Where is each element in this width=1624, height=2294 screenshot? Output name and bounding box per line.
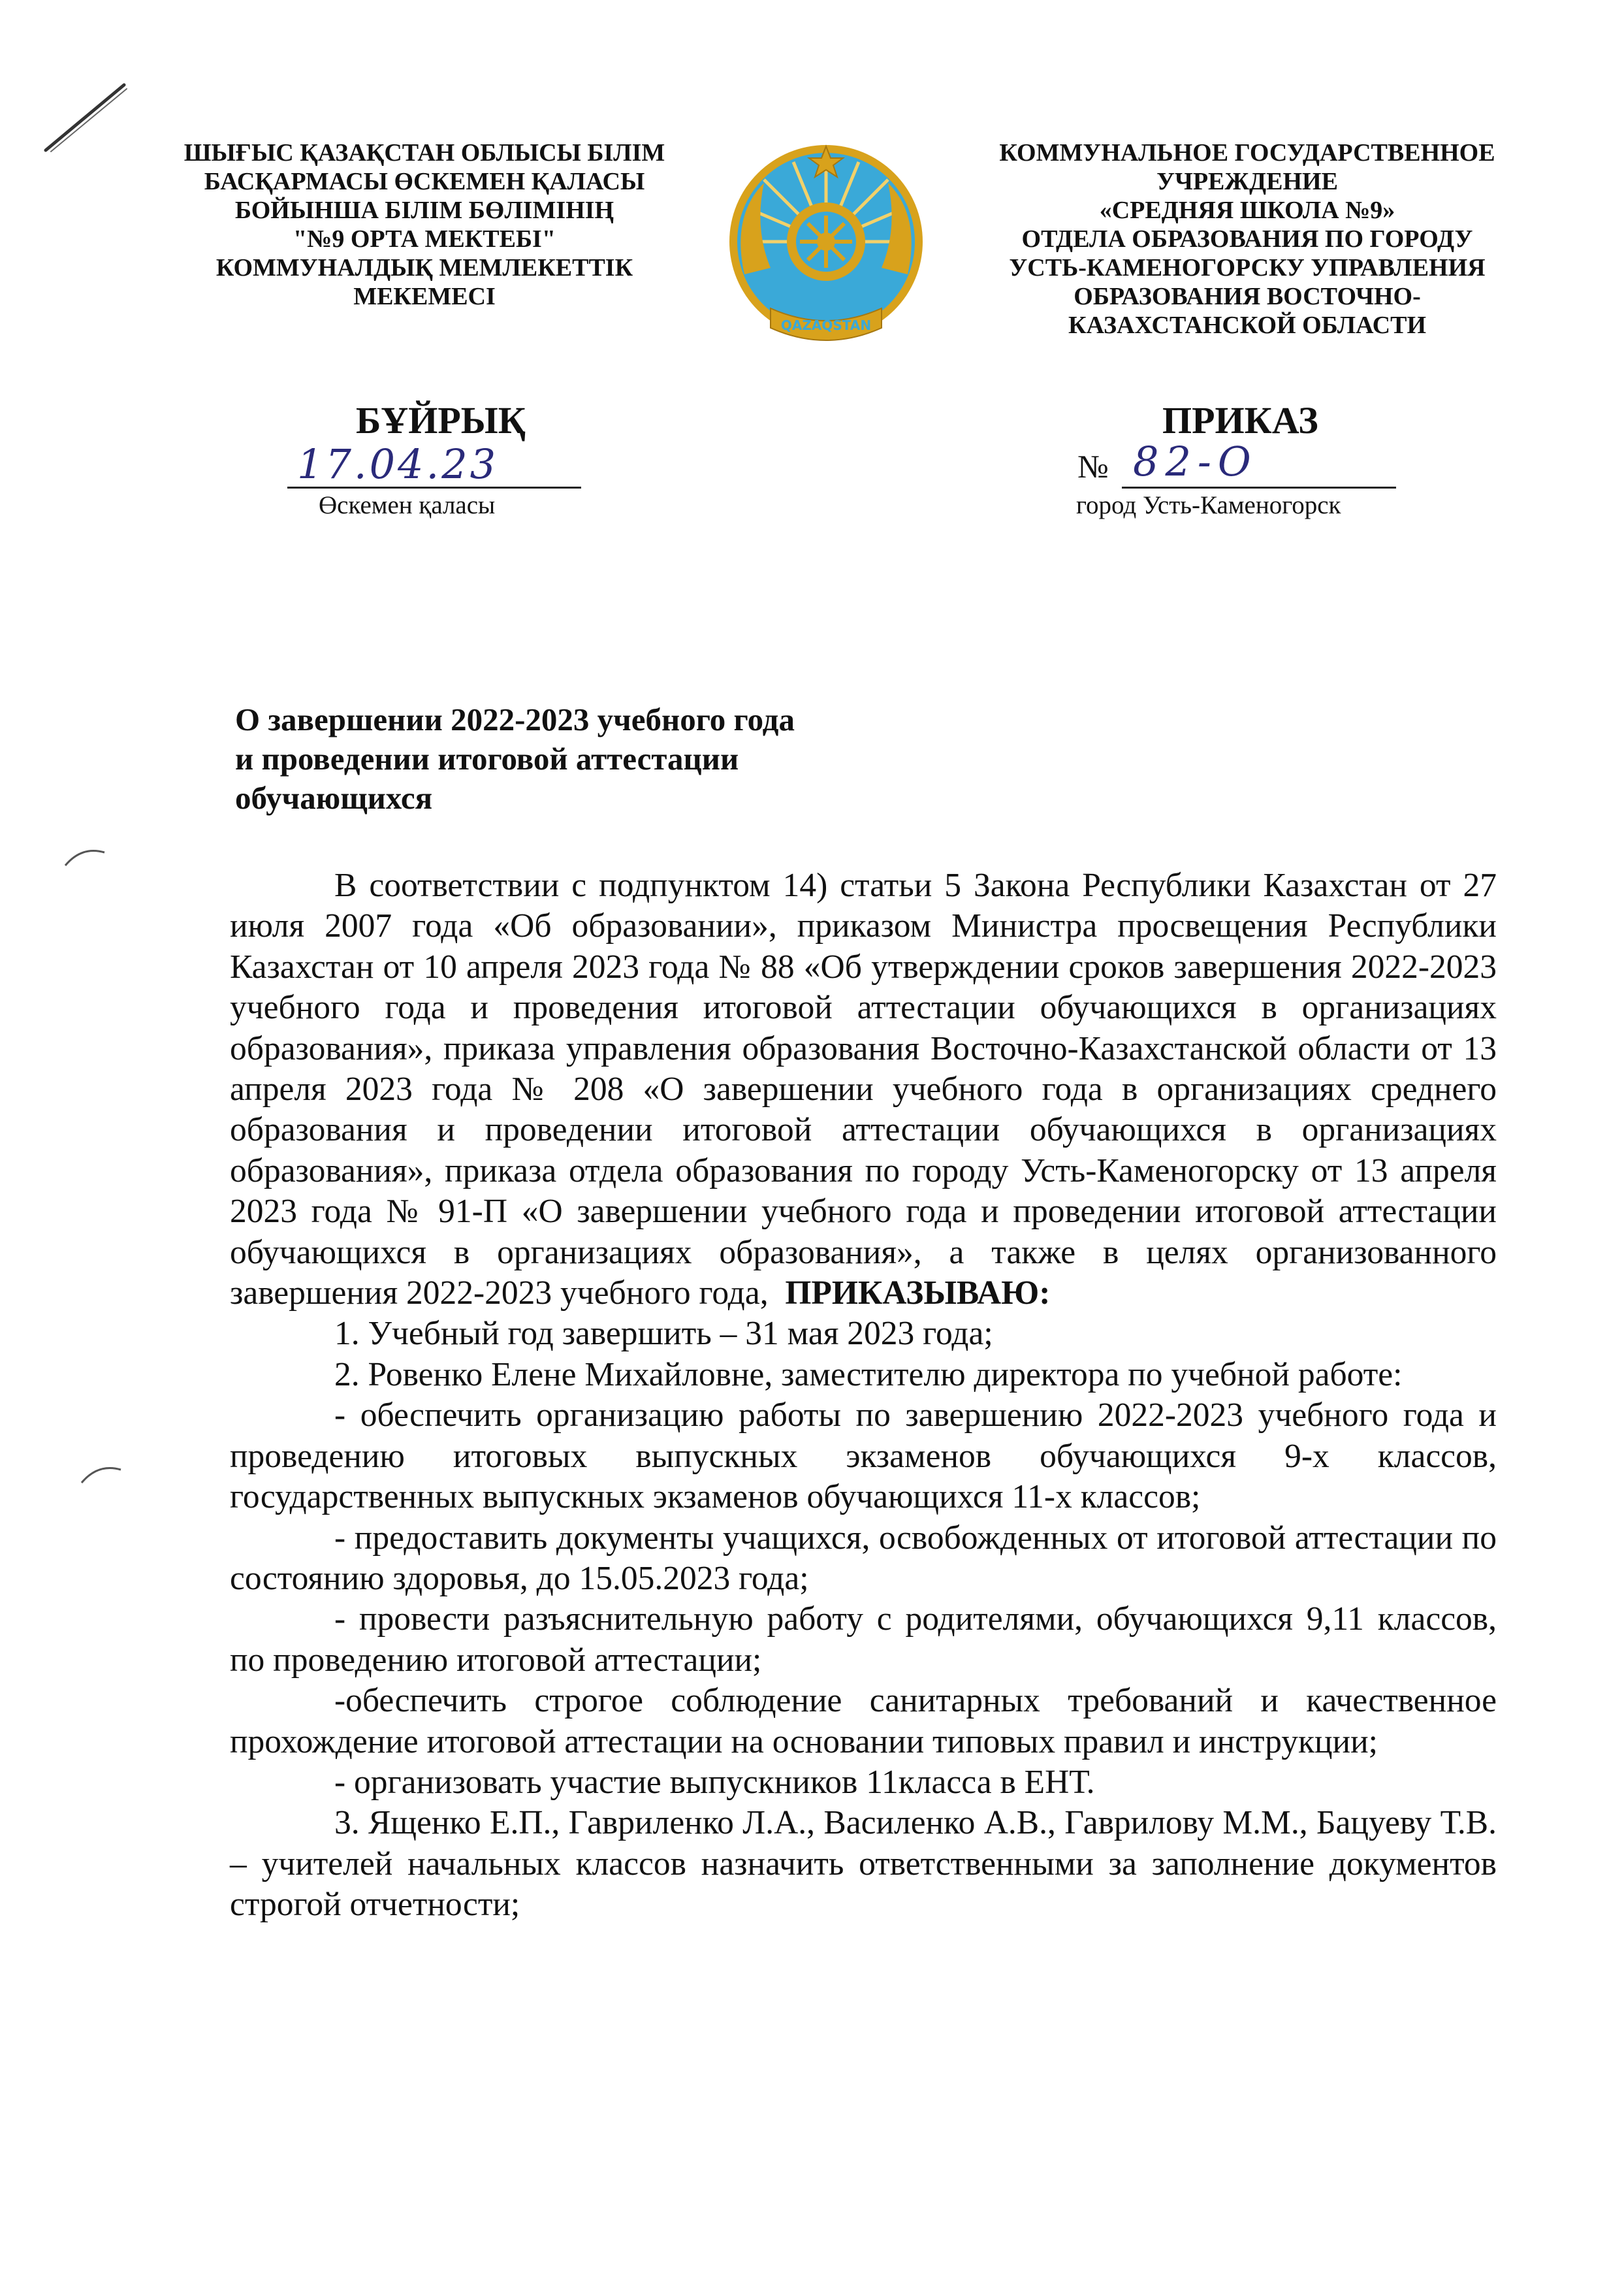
document-type-kz: БҰЙРЫҚ (356, 399, 526, 442)
city-kz: Өскемен қаласы (319, 491, 496, 519)
order-item-2-sub-5: - организовать участие выпускников 11класса в ЕНТ. (334, 1763, 1095, 1801)
organization-name-kz-line: "№9 ОРТА МЕКТЕБІ" (293, 225, 556, 253)
order-item-2-sub-3: - провести разъяснительную работу с родителями, обучающихся 9,11 классов, по проведению итоговой аттестации; (230, 1600, 1497, 1679)
order-item-2-sub-1: - обеспечить организацию работы по завершению 2022-2023 учебного года и проведению итоговых выпускных экзаменов обучающихся 9-х классов, государственных выпускных экзаменов обучающихся 11-х классов; (230, 1397, 1497, 1516)
organization-name-ru (953, 138, 1541, 340)
organization-name-ru-line: КОММУНАЛЬНОЕ ГОСУДАРСТВЕННОЕ (999, 139, 1495, 167)
order-item-2: 2. Ровенко Елене Михайловне, заместителю директора по учебной работе: (334, 1355, 1403, 1393)
organization-name-kz (137, 138, 712, 311)
organization-name-kz-line: БАСҚАРМАСЫ ӨСКЕМЕН ҚАЛАСЫ (204, 168, 645, 195)
organization-name-kz-line: МЕКЕМЕСІ (353, 283, 496, 310)
organization-name-ru-line: ОБРАЗОВАНИЯ ВОСТОЧНО- (1074, 283, 1421, 310)
punch-hole-mark (62, 843, 108, 869)
document-title-line: обучающихся (235, 780, 433, 816)
handwritten-order-number: 82-О (1133, 438, 1258, 485)
organization-name-ru-line: УЧРЕЖДЕНИЕ (1156, 168, 1338, 195)
document-title-line: О завершении 2022-2023 учебного года (235, 702, 795, 737)
state-emblem-icon (725, 137, 927, 356)
order-word: ПРИКАЗЫВАЮ: (785, 1274, 1051, 1312)
pencil-stroke-mark (39, 78, 131, 157)
document-title (235, 700, 1019, 818)
order-number-label: № (1077, 448, 1109, 485)
document-title-line: и проведении итоговой аттестации (235, 741, 739, 777)
order-item-2-sub-2: - предоставить документы учащихся, освобожденных от итоговой аттестации по состоянию здоровья, до 15.05.2023 года; (230, 1519, 1497, 1597)
city-ru: город Усть-Каменогорск (1076, 491, 1341, 519)
organization-name-kz-line: БОЙЫНША БІЛІМ БӨЛІМІНІҢ (234, 197, 614, 224)
organization-name-ru-line: КАЗАХСТАНСКОЙ ОБЛАСТИ (1068, 312, 1427, 339)
organization-name-kz-line: ШЫҒЫС ҚАЗАҚСТАН ОБЛЫСЫ БІЛІМ (183, 139, 665, 167)
order-item-2-sub-4: -обеспечить строгое соблюдение санитарных требований и качественное прохождение итоговой аттестации на основании типовых правил и инструкции; (230, 1682, 1497, 1760)
order-item-3: 3. Ященко Е.П., Гавриленко Л.А., Василенко А.В., Гаврилову М.М., Бацуеву Т.В. – учителей начальных классов назначить ответственными за заполнение документов строгой отчетности; (230, 1804, 1497, 1924)
organization-name-ru-line: ОТДЕЛА ОБРАЗОВАНИЯ ПО ГОРОДУ (1021, 225, 1473, 253)
preamble-paragraph (230, 865, 1497, 1314)
punch-hole-mark (78, 1460, 124, 1486)
preamble-text: В соответствии с подпунктом 14) статьи 5 Закона Республики Казахстан от 27 июля 2007 года «Об образовании», приказом Министра просвещения Республики Казахстан от 10 апреля 2023 года № 88 «Об утверждении сроков завершения 2022-2023 учебного года и проведения итоговой аттестации обучающихся в организациях образования», приказа управления образования Восточно-Казахстанской области от 13 апреля 2023 года № 208 «О завершении учебного года в организациях среднего образования и проведении итоговой аттестации обучающихся в организациях образования», приказа отдела образования по городу Усть-Каменогорску от 13 апреля 2023 года № 91-П «О завершении учебного года и проведении итоговой аттестации обучающихся в организациях образования», а также в целях организованного завершения 2022-2023 учебного года, (230, 867, 1497, 1312)
document-body (230, 865, 1497, 1926)
organization-name-kz-line: КОММУНАЛДЫҚ МЕМЛЕКЕТТІК (215, 254, 633, 282)
emblem-ribbon-text: QAZAQSTAN (780, 317, 872, 333)
organization-name-ru-line: УСТЬ-КАМЕНОГОРСКУ УПРАВЛЕНИЯ (1009, 254, 1486, 282)
handwritten-date: 17.04.23 (297, 440, 499, 488)
order-item-1: 1. Учебный год завершить – 31 мая 2023 года; (334, 1315, 993, 1353)
organization-name-ru-line: «СРЕДНЯЯ ШКОЛА №9» (1099, 197, 1395, 224)
document-type-ru: ПРИКАЗ (1162, 399, 1318, 442)
